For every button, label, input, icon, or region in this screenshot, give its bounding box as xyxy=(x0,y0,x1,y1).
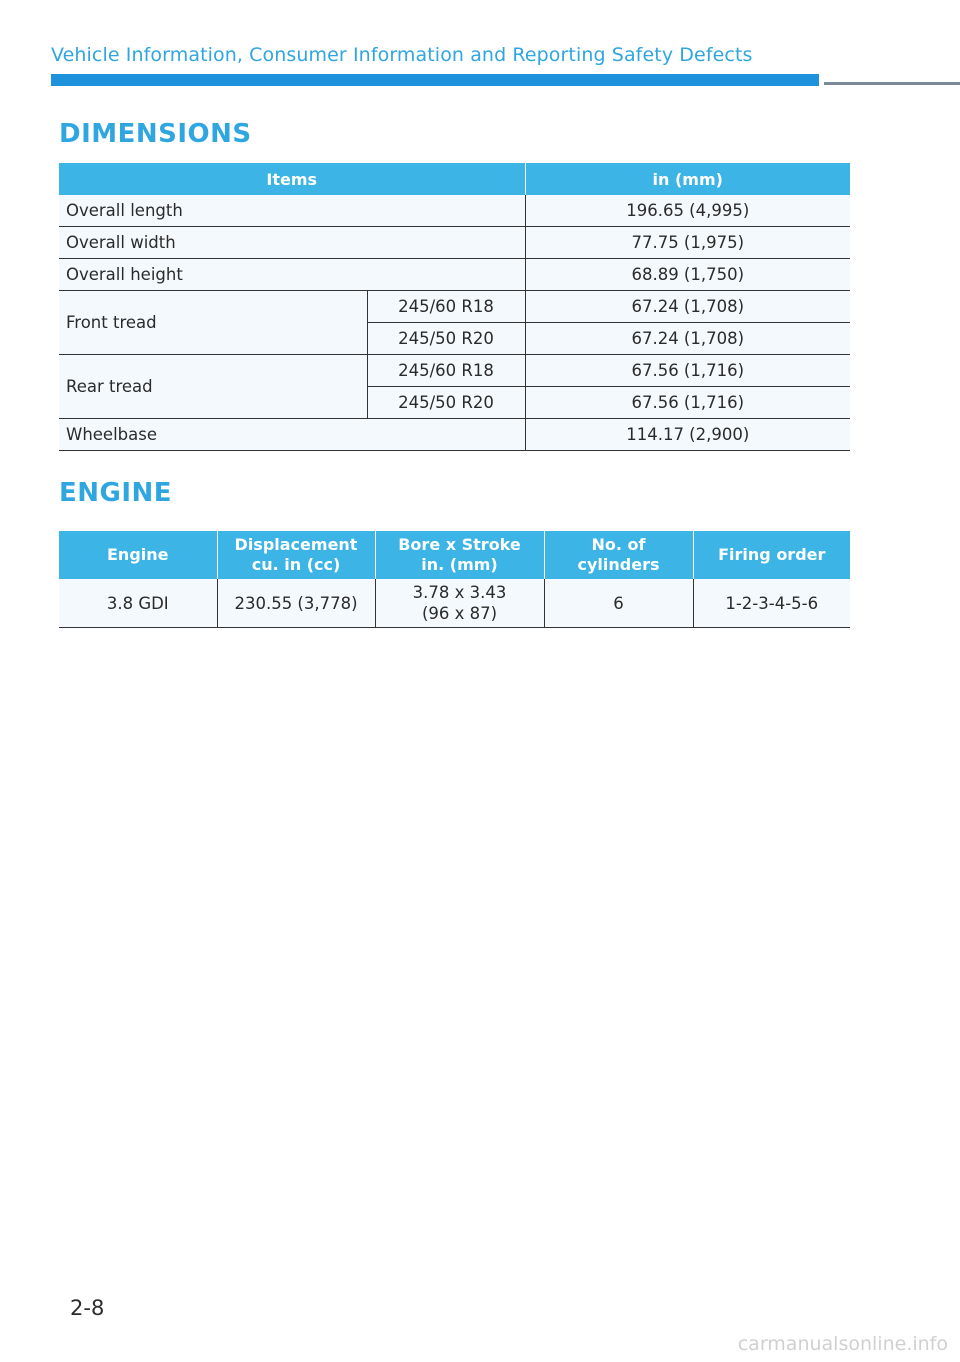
engine-value: 3.8 GDI xyxy=(59,579,217,628)
cylinders-header-line1: No. of xyxy=(591,535,646,554)
table-row xyxy=(59,291,850,323)
watermark-text: carmanualsonline.info xyxy=(737,1333,948,1355)
header-accent-bar xyxy=(51,74,819,86)
tire-size-front-20: 245/50 R20 xyxy=(367,323,525,355)
chapter-header-title: Vehicle Information, Consumer Information and Reporting Safety Defects xyxy=(51,44,753,66)
row-value-front-tread-20: 67.24 (1,708) xyxy=(525,323,850,355)
row-label-wheelbase: Wheelbase xyxy=(59,419,525,451)
row-label-rear-tread: Rear tread xyxy=(59,355,367,419)
table-row xyxy=(59,419,850,451)
column-header-engine: Engine xyxy=(59,531,217,579)
header-divider-line xyxy=(824,82,960,85)
bore-header-line2: in. (mm) xyxy=(421,555,498,574)
row-value-overall-height: 68.89 (1,750) xyxy=(525,259,850,291)
bore-stroke-value xyxy=(375,579,544,628)
tire-size-rear-20: 245/50 R20 xyxy=(367,387,525,419)
column-header-bore-stroke xyxy=(375,531,544,579)
row-value-wheelbase: 114.17 (2,900) xyxy=(525,419,850,451)
row-value-front-tread-18: 67.24 (1,708) xyxy=(525,291,850,323)
row-value-overall-length: 196.65 (4,995) xyxy=(525,195,850,227)
displacement-header-line1: Displacement xyxy=(234,535,358,554)
row-value-overall-width: 77.75 (1,975) xyxy=(525,227,850,259)
dimensions-table xyxy=(59,163,850,451)
bore-stroke-inches: 3.78 x 3.43 xyxy=(412,583,507,602)
displacement-header-line2: cu. in (cc) xyxy=(251,555,341,574)
table-row xyxy=(59,195,850,227)
cylinders-value: 6 xyxy=(544,579,693,628)
row-value-rear-tread-18: 67.56 (1,716) xyxy=(525,355,850,387)
row-value-rear-tread-20: 67.56 (1,716) xyxy=(525,387,850,419)
table-row xyxy=(59,579,850,628)
row-label-overall-height: Overall height xyxy=(59,259,525,291)
engine-table xyxy=(59,531,850,628)
column-header-cylinders xyxy=(544,531,693,579)
row-label-overall-length: Overall length xyxy=(59,195,525,227)
dimensions-section-title: DIMENSIONS xyxy=(59,119,252,149)
displacement-value: 230.55 (3,778) xyxy=(217,579,375,628)
table-row xyxy=(59,227,850,259)
bore-stroke-mm: (96 x 87) xyxy=(421,604,498,623)
row-label-overall-width: Overall width xyxy=(59,227,525,259)
table-row xyxy=(59,355,850,387)
column-header-items: Items xyxy=(59,163,525,195)
column-header-unit: in (mm) xyxy=(525,163,850,195)
firing-order-value: 1-2-3-4-5-6 xyxy=(693,579,850,628)
cylinders-header-line2: cylinders xyxy=(577,555,660,574)
column-header-firing-order: Firing order xyxy=(693,531,850,579)
page-number: 2-8 xyxy=(70,1296,105,1320)
dimensions-header-row xyxy=(59,163,850,195)
bore-header-line1: Bore x Stroke xyxy=(398,535,521,554)
table-row xyxy=(59,259,850,291)
engine-header-row xyxy=(59,531,850,579)
row-label-front-tread: Front tread xyxy=(59,291,367,355)
tire-size-rear-18: 245/60 R18 xyxy=(367,355,525,387)
engine-section-title: ENGINE xyxy=(59,478,173,508)
tire-size-front-18: 245/60 R18 xyxy=(367,291,525,323)
column-header-displacement xyxy=(217,531,375,579)
